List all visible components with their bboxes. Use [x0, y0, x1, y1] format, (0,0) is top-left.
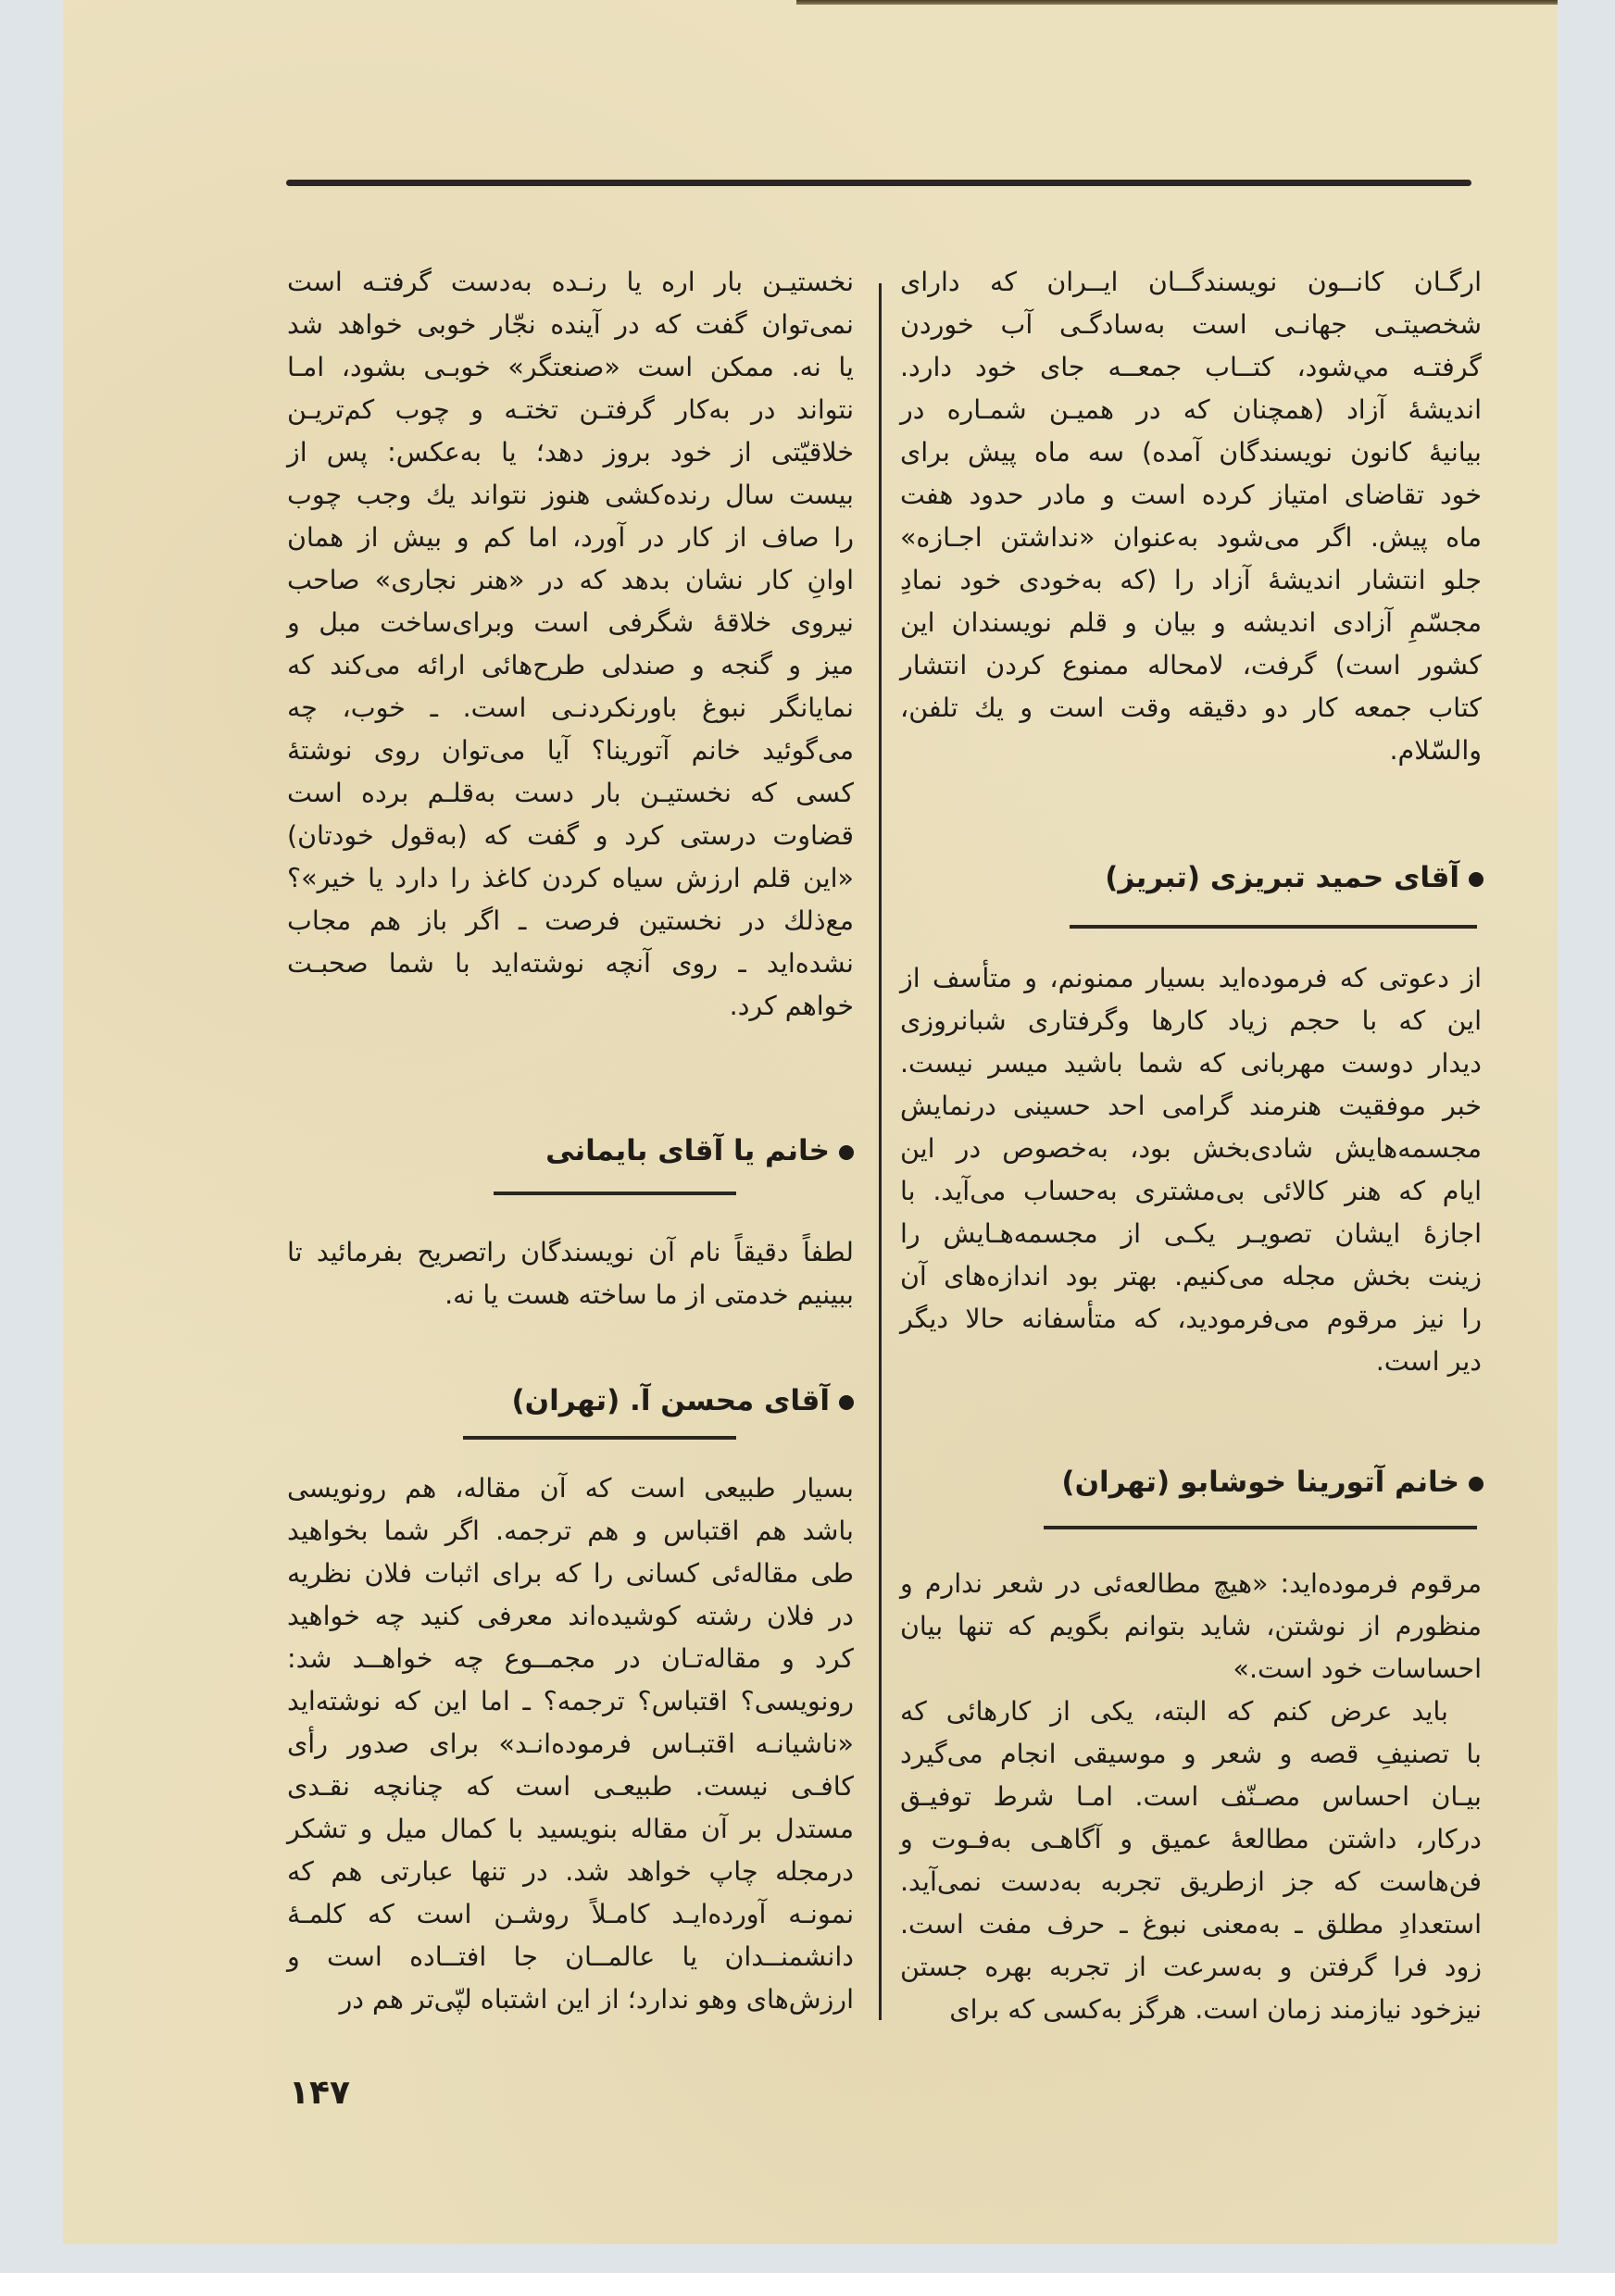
- text-line: منظورم از نوشتن، شاید بتوانم بگویم که تنها بیان: [900, 1611, 1482, 1641]
- text-line: اوانِ کار نشان بدهد که در «هنر نجاری» صاحب: [287, 565, 854, 595]
- text-line: کشور است) گرفت، لامحاله ممنوع کردن انتشار: [900, 650, 1482, 680]
- text-line: می‌گوئید خانم آتورینا؟ آیا می‌توان روی نوشتهٔ: [287, 735, 854, 766]
- text-line: کافـی نیست. طبیعـی است که چنانچه نقـدی: [287, 1771, 854, 1802]
- bullet-icon: [839, 1145, 854, 1160]
- text-line: باید عرض کنم که البته، یکی از کارهائی که: [900, 1696, 1448, 1727]
- section-body-baymani: [287, 1231, 854, 1316]
- text-line: نخستیـن بار اره یا رنـده به‌دست گرفتـه است: [287, 267, 854, 297]
- text-line: مجسّمِ آزادی اندیشه و بیان و قلم نویسندان این: [900, 607, 1482, 638]
- text-line: مستدل بر آن مقاله بنویسید با کمال میل و تشکر: [287, 1814, 854, 1844]
- text-line: درکار، داشتن مطالعهٔ عمیق و آگاهـی به‌فـوت و: [900, 1824, 1482, 1854]
- text-line: مجسمه‌هایش شادی‌بخش بود، به‌خصوص در این: [900, 1133, 1482, 1164]
- text-line: مرقوم فرموده‌اید: «هیچ مطالعه‌ئی در شعر ندارم و: [900, 1568, 1482, 1599]
- text-line: ماه پیش. اگر می‌شود به‌عنوان «نداشتن اجـازه»: [900, 522, 1482, 553]
- text-line: مع‌ذلك در نخستین فرصت ـ اگر باز هم مجاب: [287, 905, 854, 936]
- text-line: طی مقاله‌ئی کسانی را که برای اثبات فلان نظریه: [287, 1558, 854, 1589]
- bottom-margin: [0, 2273, 1615, 2296]
- text-line: خبر موفقیت هنرمند گرامی احد حسینی درنمایش: [900, 1091, 1482, 1121]
- text-line: خلاقیّتی از خود بروز دهد؛ یا به‌عکس: پس از: [287, 437, 854, 468]
- section-heading-mohsen-a: [511, 1384, 854, 1417]
- text-line: شخصیتـی جهانـی است به‌سادگـی آب خوردن: [900, 309, 1482, 340]
- section-heading-hamid-tabrizi: [1105, 861, 1484, 894]
- page-number: ۱۴۷: [289, 2074, 350, 2112]
- section-body-atorina-khoshabo: [900, 1563, 1482, 2031]
- text-line: نتواند در به‌کار گرفتـن تختـه و چوب کم‌تریـن: [287, 394, 854, 425]
- text-line: اندیشهٔ آزاد (همچنان که در همیـن شمـاره در: [900, 394, 1482, 425]
- page-top-edge-shadow: [796, 0, 1558, 5]
- text-line: جلو انتشار اندیشهٔ آزاد را (که به‌خودی خود نمادِ: [900, 565, 1482, 595]
- text-line: استعدادِ مطلق ـ به‌معنی نبوغ ـ حرف مفت است.: [900, 1909, 1482, 1940]
- text-line: دانشمنــدان یا عالمــان جا افتــاده است و: [287, 1941, 854, 1972]
- section-rule: [463, 1436, 736, 1440]
- text-line: احساسات خود است.»: [1233, 1653, 1482, 1684]
- text-line: نمونـه آورده‌ایـد کامـلاً روشـن است که کلمـهٔ: [287, 1899, 854, 1929]
- text-line: باشد هم اقتباس و هم ترجمه. اگر شما بخواهید: [287, 1516, 854, 1546]
- text-line: ایام که هنر کالائی بی‌مشتری به‌حساب می‌آید. با: [900, 1176, 1482, 1206]
- text-line: لطفاً دقیقاً نام آن نویسندگان راتصریح بفرمائید تا: [287, 1237, 854, 1267]
- bullet-icon: [1469, 872, 1484, 887]
- heading-text: خانم آتورینا خوشابو (تهران): [1061, 1466, 1459, 1499]
- text-line: در فلان رشته کوشیده‌اند معرفی کنید چه خواهید: [287, 1601, 854, 1631]
- text-line: کسی که نخستیـن بار دست به‌قلـم برده است: [287, 778, 854, 808]
- header-rule: [286, 180, 1471, 186]
- text-line: بیست سال رنده‌کشی هنوز نتواند یك وجب چوب: [287, 480, 854, 510]
- text-line: بیـان احساس مصـنّف است. امـا شرط توفیـق: [900, 1781, 1482, 1812]
- bullet-icon: [1469, 1477, 1484, 1491]
- left-column-continued: [287, 261, 854, 1028]
- section-rule: [1070, 925, 1477, 929]
- text-line: میز و گنجه و صندلی طرح‌هائی ارائه می‌کند که: [287, 650, 854, 680]
- text-line: دیدار دوست مهربانی که شما باشید میسر نیست.: [900, 1048, 1482, 1079]
- text-line: از دعوتی که فرموده‌اید بسیار ممنونم، و متأسف از: [900, 963, 1482, 993]
- text-line: گرفتـه مي‌شود، کتــاب جمعــه جای خود دارد.: [900, 352, 1482, 382]
- text-line: بیانیهٔ کانون نویسندگان آمده) سه ماه پیش برای: [900, 437, 1482, 468]
- heading-text: آقای حمید تبریزی (تبریز): [1105, 861, 1459, 894]
- text-line: زینت بخش مجله می‌کنیم. بهتر بود اندازه‌های آن: [900, 1261, 1482, 1292]
- text-line: نیزخود نیازمند زمان است. هرگز به‌کسی که برای: [949, 1994, 1482, 2025]
- section-body-hamid-tabrizi: [900, 957, 1482, 1383]
- heading-text: خانم یا آقای بایمانی: [545, 1134, 830, 1167]
- text-line: ارگـان کانــون نویسندگــان ایــران که دارای: [900, 267, 1482, 297]
- text-line: کرد و مقاله‌تـان در مجمــوع چه خواهــد شد:: [287, 1643, 854, 1674]
- text-line: رونویسی؟ اقتباس؟ ترجمه؟ ـ اما این که نوشته‌اید: [287, 1686, 854, 1716]
- section-body-mohsen-a: [287, 1467, 854, 2021]
- text-line: نیروی خلاقهٔ شگرفی است وبرای‌ساخت مبل و: [287, 607, 854, 638]
- text-line: والسّلام.: [1389, 735, 1482, 766]
- text-line: این که با حجم زیاد کارها وگرفتاری شبانروزی: [900, 1005, 1482, 1036]
- right-column-intro: [900, 261, 1482, 772]
- section-heading-baymani: [545, 1134, 854, 1167]
- text-line: ارزش‌های وهو ندارد؛ از این اشتباه لپّی‌تر هم در: [339, 1984, 854, 2015]
- text-line: قضاوت درستی کرد و گفت که (به‌قول خودتان): [287, 820, 854, 851]
- text-line: نمایانگر نبوغ باورنکردنـی است. ـ خوب، چه: [287, 693, 854, 723]
- text-line: یا نه. ممکن است «صنعتگر» خوبـی بشود، امـا: [287, 352, 854, 382]
- text-line: را صاف از کار در آورد، اما کم و بیش از همان: [287, 522, 854, 553]
- text-line: نشده‌اید ـ روی آنچه نوشته‌اید با شما صحبـت: [287, 948, 854, 979]
- text-line: را نیز مرقوم می‌فرمودید، که متأسفانه حالا دیگر: [900, 1304, 1482, 1334]
- text-line: ببینیم خدمتی از ما ساخته هست یا نه.: [444, 1279, 854, 1310]
- section-heading-atorina-khoshabo: [1061, 1466, 1484, 1499]
- text-line: با تصنیفِ قصه و شعر و موسیقی انجام می‌گیرد: [900, 1739, 1482, 1769]
- text-line: فن‌هاست که جز ازطریق تجربه به‌دست نمی‌آید.: [900, 1866, 1482, 1897]
- text-line: دیر است.: [1375, 1346, 1482, 1377]
- section-rule: [1044, 1526, 1477, 1529]
- section-rule: [494, 1192, 736, 1195]
- text-line: نمی‌توان گفت که در آینده نجّار خوبی خواهد شد: [287, 309, 854, 340]
- text-line: درمجله چاپ خواهد شد. در تنها عبارتی هم که: [287, 1856, 854, 1887]
- text-line: بسیار طبیعی است که آن مقاله، هم رونویسی: [287, 1473, 854, 1504]
- text-line: «ناشیانـه اقتبـاس فرموده‌انـد» برای صدور رأی: [287, 1728, 854, 1759]
- text-line: خود تقاضای امتیاز کرده است و مادر حدود هفت: [900, 480, 1482, 510]
- heading-text: آقای محسن آ. (تهران): [511, 1384, 830, 1417]
- text-line: خواهم کرد.: [729, 991, 854, 1021]
- text-line: اجازهٔ ایشان تصویـر یکـی از مجسمه‌هـایش را: [900, 1218, 1482, 1249]
- text-line: زود فرا گرفتن و به‌سرعت از تجربه بهره جستن: [900, 1952, 1482, 1982]
- text-line: کتاب جمعه کار دو دقیقه وقت است و یك تلفن،: [900, 693, 1482, 723]
- bullet-icon: [839, 1395, 854, 1410]
- column-divider: [879, 283, 882, 2020]
- text-line: «این قلم ارزش سیاه کردن کاغذ را دارد یا خیر»؟: [287, 863, 854, 893]
